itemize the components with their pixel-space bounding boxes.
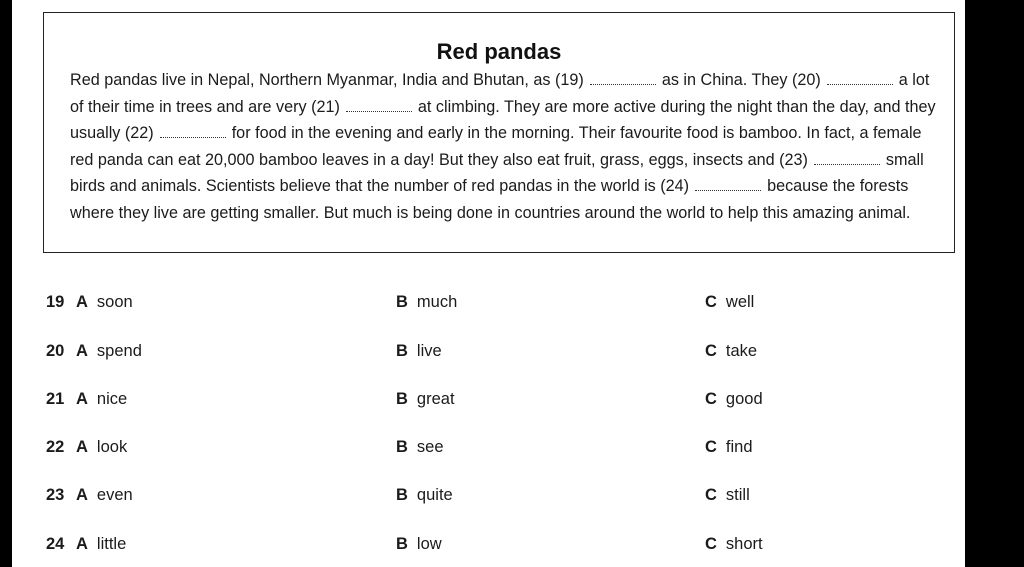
passage-text-segment: as in China. They (661, 71, 788, 89)
question-row-22 (12, 438, 965, 464)
question-number: 21 (46, 390, 65, 408)
question-number: 20 (46, 342, 65, 360)
question-number: 22 (46, 438, 65, 456)
gap-number-20: (20) (792, 71, 821, 89)
option-a[interactable] (76, 486, 133, 505)
passage-text (70, 67, 936, 226)
option-c-text: short (725, 535, 763, 553)
option-letter-a: A (76, 535, 88, 553)
option-letter-b: B (396, 390, 408, 408)
option-a-text: spend (96, 342, 142, 360)
option-letter-b: B (396, 535, 408, 553)
blank-19 (590, 74, 656, 85)
option-b-text: see (416, 438, 444, 456)
option-letter-a: A (76, 293, 88, 311)
passage-text-segment: a lot of their time in trees and are very (70, 71, 930, 116)
option-b-text: low (416, 535, 442, 553)
option-a[interactable] (76, 293, 133, 312)
blank-24 (695, 180, 761, 191)
question-row-21 (12, 390, 965, 416)
option-b[interactable] (396, 293, 457, 312)
option-letter-c: C (705, 486, 717, 504)
question-row-19 (12, 293, 965, 319)
question-number: 24 (46, 535, 65, 553)
gap-number-19: (19) (555, 71, 584, 89)
option-b[interactable] (396, 486, 453, 505)
option-b-text: live (416, 342, 442, 360)
option-a[interactable] (76, 342, 142, 361)
passage-text-segment: because the forests where they live are getting smaller. But much is being done in countries around the world to help this amazing animal. (70, 177, 911, 222)
option-letter-a: A (76, 390, 88, 408)
option-c[interactable] (705, 486, 750, 505)
option-letter-c: C (705, 293, 717, 311)
option-b[interactable] (396, 342, 442, 361)
option-b[interactable] (396, 438, 444, 457)
option-c-text: good (725, 390, 763, 408)
option-b[interactable] (396, 390, 455, 409)
option-b-text: quite (416, 486, 453, 504)
passage-text-segment: Red pandas live in Nepal, Northern Myanmar, India and Bhutan, as (70, 71, 551, 89)
option-c-text: still (725, 486, 750, 504)
blank-23 (814, 154, 880, 165)
option-c[interactable] (705, 293, 754, 312)
gap-number-23: (23) (779, 150, 808, 169)
option-letter-c: C (705, 390, 717, 408)
option-letter-b: B (396, 342, 408, 360)
option-a-text: little (96, 535, 127, 553)
option-letter-c: C (705, 342, 717, 360)
option-letter-c: C (705, 535, 717, 553)
option-c[interactable] (705, 438, 753, 457)
option-a-text: look (96, 438, 128, 456)
gap-number-24: (24) (660, 177, 690, 195)
blank-20 (827, 74, 893, 85)
option-c[interactable] (705, 390, 763, 409)
option-letter-a: A (76, 342, 88, 360)
worksheet-page (12, 0, 965, 567)
gap-number-21: (21) (311, 97, 340, 116)
option-c-text: take (725, 342, 758, 360)
passage-text-segment: small birds and animals. Scientists believe that the number of red pandas in the world is (70, 150, 924, 195)
passage-text-segment: for food in the evening and early in the morning. Their favourite food is bamboo. In fact, a female red panda can eat 20,000 bamboo leaves in a day! But they also eat fruit, grass, eggs, insects and (70, 124, 922, 169)
option-b-text: great (416, 390, 455, 408)
option-a-text: nice (96, 390, 128, 408)
option-a[interactable] (76, 390, 127, 409)
blank-21 (346, 101, 412, 112)
option-letter-c: C (705, 438, 717, 456)
option-a[interactable] (76, 535, 126, 554)
option-c-text: well (725, 293, 755, 311)
option-b[interactable] (396, 535, 442, 554)
passage-text-segment: at climbing. They are more active during the night than the day, and they usually (70, 97, 936, 142)
question-row-23 (12, 486, 965, 512)
option-a-text: soon (96, 293, 133, 311)
option-b-text: much (416, 293, 458, 311)
option-letter-b: B (396, 293, 408, 311)
question-row-24 (12, 535, 965, 561)
option-a[interactable] (76, 438, 127, 457)
question-number: 23 (46, 486, 65, 504)
option-letter-a: A (76, 438, 88, 456)
option-letter-a: A (76, 486, 88, 504)
option-c-text: find (725, 438, 753, 456)
option-letter-b: B (396, 486, 408, 504)
passage-box (43, 12, 955, 253)
gap-number-22: (22) (124, 124, 154, 142)
question-row-20 (12, 342, 965, 368)
option-c[interactable] (705, 342, 757, 361)
option-c[interactable] (705, 535, 763, 554)
blank-22 (160, 127, 226, 138)
option-letter-b: B (396, 438, 408, 456)
question-number: 19 (46, 293, 65, 311)
passage-title: Red pandas (436, 39, 562, 64)
option-a-text: even (96, 486, 133, 504)
